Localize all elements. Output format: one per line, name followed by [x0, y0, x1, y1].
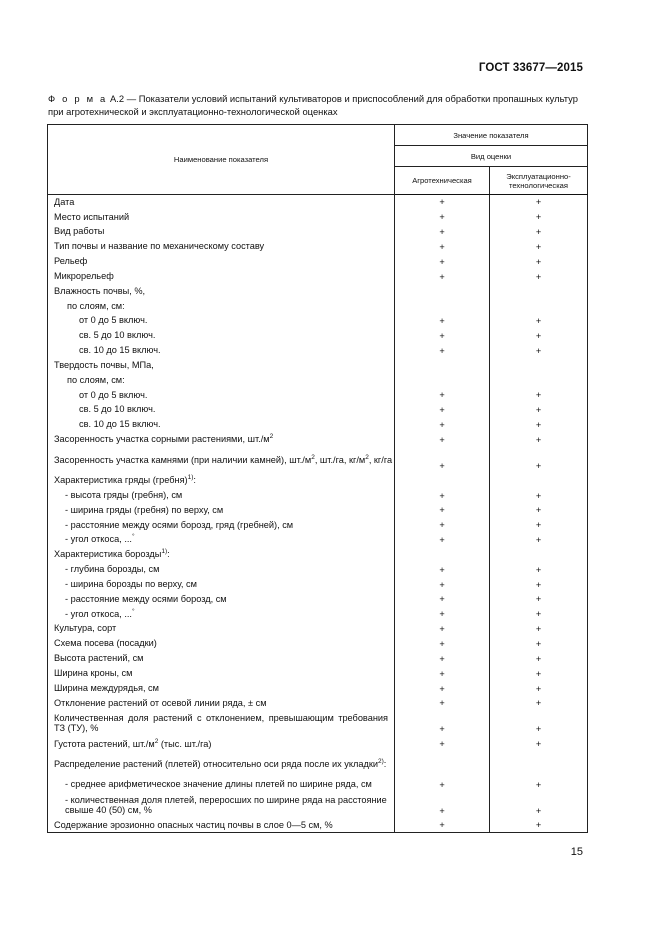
indicator-text: св. 5 до 10 включ. — [79, 330, 156, 341]
footnote-mark: ° — [132, 607, 135, 615]
operational-value — [490, 751, 588, 777]
operational-value: + — [490, 696, 588, 711]
indicator-text: Густота растений, шт./м — [54, 738, 155, 749]
standard-number: ГОСТ 33677—2015 — [478, 62, 583, 74]
table-row — [48, 736, 588, 751]
agrotechnical-value: + — [395, 577, 490, 592]
indicator-text: св. 10 до 15 включ. — [79, 345, 161, 356]
operational-value: + — [490, 592, 588, 607]
indicator-text: Отклонение растений от осевой линии ряда, ± см — [54, 697, 267, 708]
table-row — [48, 358, 588, 373]
footnote-mark: 2) — [378, 757, 384, 765]
indicator-name — [48, 328, 395, 343]
operational-value: + — [490, 710, 588, 736]
operational-value: + — [490, 606, 588, 621]
indicator-text: : — [167, 549, 170, 560]
caption-label: А.2 — [110, 93, 125, 104]
indicator-text: Характеристика гряды (гребня) — [54, 475, 188, 486]
indicator-name — [48, 666, 395, 681]
agrotechnical-value: + — [395, 488, 490, 503]
footnote-mark: 2 — [154, 737, 159, 745]
table-row — [48, 517, 588, 532]
table-row — [48, 254, 588, 269]
indicator-text: Влажность почвы, %, — [54, 285, 146, 296]
agrotechnical-value: + — [395, 224, 490, 239]
indicator-name — [48, 710, 395, 736]
operational-value: + — [490, 239, 588, 254]
table-row — [48, 666, 588, 681]
indicator-text: , шт./га, кг/м — [314, 454, 366, 465]
agrotechnical-value: + — [395, 606, 490, 621]
table-row — [48, 209, 588, 224]
agrotechnical-value: + — [395, 417, 490, 432]
agrotechnical-value: + — [395, 269, 490, 284]
indicator-text: Микрорельеф — [54, 270, 114, 281]
agrotechnical-value: + — [395, 636, 490, 651]
indicator-name — [48, 547, 395, 562]
table-row — [48, 710, 588, 736]
operational-value: + — [490, 224, 588, 239]
indicator-name — [48, 792, 395, 818]
indicator-text: - угол откоса, ... — [65, 608, 132, 619]
operational-value: + — [490, 417, 588, 432]
indicator-text: - расстояние между осями борозд, гряд (гребней), см — [65, 519, 294, 530]
indicator-name — [48, 696, 395, 711]
table-row — [48, 313, 588, 328]
agrotechnical-value: + — [395, 777, 490, 792]
table-row — [48, 751, 588, 777]
indicator-name — [48, 224, 395, 239]
form-caption — [48, 93, 586, 118]
indicator-name — [48, 473, 395, 488]
indicator-text: Дата — [54, 196, 75, 207]
indicator-name — [48, 239, 395, 254]
operational-value: + — [490, 488, 588, 503]
header-indicator-name: Наименование показателя — [48, 125, 395, 195]
indicator-name — [48, 751, 395, 777]
operational-value — [490, 547, 588, 562]
table-row — [48, 488, 588, 503]
footnote-mark: ° — [132, 533, 135, 541]
operational-value: + — [490, 777, 588, 792]
indicator-name — [48, 298, 395, 313]
table-row — [48, 402, 588, 417]
indicator-text: по слоям, см: — [67, 374, 125, 385]
agrotechnical-value: + — [395, 592, 490, 607]
agrotechnical-value: + — [395, 562, 490, 577]
indicator-name — [48, 651, 395, 666]
agrotechnical-value: + — [395, 432, 490, 447]
footnote-mark: 2 — [311, 453, 315, 461]
table-row — [48, 818, 588, 833]
agrotechnical-value — [395, 547, 490, 562]
page-number: 15 — [570, 846, 583, 858]
table-row — [48, 532, 588, 547]
agrotechnical-value — [395, 284, 490, 299]
table-row — [48, 792, 588, 818]
operational-value: + — [490, 651, 588, 666]
indicator-name — [48, 269, 395, 284]
table-row — [48, 195, 588, 210]
agrotechnical-value: + — [395, 343, 490, 358]
agrotechnical-value: + — [395, 387, 490, 402]
agrotechnical-value: + — [395, 621, 490, 636]
table-row — [48, 373, 588, 388]
agrotechnical-value: + — [395, 503, 490, 518]
table-row — [48, 417, 588, 432]
indicator-text: - высота гряды (гребня), см — [65, 489, 183, 500]
indicator-name — [48, 621, 395, 636]
operational-value: + — [490, 532, 588, 547]
indicator-text: Распределение растений (плетей) относительно оси ряда после их укладки — [54, 758, 378, 769]
operational-value: + — [490, 666, 588, 681]
header-agrotechnical: Агротехническая — [395, 167, 490, 195]
operational-value — [490, 473, 588, 488]
table-row — [48, 681, 588, 696]
indicator-name — [48, 432, 395, 447]
agrotechnical-value: + — [395, 681, 490, 696]
header-evaluation-type: Вид оценки — [395, 146, 588, 167]
indicator-name — [48, 343, 395, 358]
operational-value: + — [490, 447, 588, 473]
agrotechnical-value — [395, 298, 490, 313]
table-row — [48, 284, 588, 299]
indicator-text: Засоренность участка камнями (при наличии камней), шт./м — [54, 454, 312, 465]
indicator-name — [48, 517, 395, 532]
indicator-name — [48, 818, 395, 833]
indicator-text: : — [383, 758, 387, 769]
indicator-name — [48, 636, 395, 651]
operational-value: + — [490, 503, 588, 518]
indicator-name — [48, 358, 395, 373]
indicator-text: Вид работы — [54, 226, 105, 237]
table-row — [48, 269, 588, 284]
table-row — [48, 328, 588, 343]
operational-value: + — [490, 432, 588, 447]
indicator-text: Количественная доля растений с отклонением, превышающим требования ТЗ (ТУ), % — [54, 712, 388, 734]
operational-value: + — [490, 402, 588, 417]
indicator-name — [48, 532, 395, 547]
operational-value: + — [490, 328, 588, 343]
agrotechnical-value: + — [395, 239, 490, 254]
indicator-name — [48, 503, 395, 518]
indicator-text: по слоям, см: — [67, 300, 125, 311]
operational-value: + — [490, 818, 588, 833]
agrotechnical-value — [395, 473, 490, 488]
indicator-text: Тип почвы и название по механическому составу — [54, 241, 265, 252]
agrotechnical-value: + — [395, 666, 490, 681]
indicator-text: : — [193, 475, 196, 486]
operational-value — [490, 358, 588, 373]
indicator-name — [48, 681, 395, 696]
indicator-name — [48, 488, 395, 503]
indicator-name — [48, 417, 395, 432]
indicator-name — [48, 209, 395, 224]
table-row — [48, 777, 588, 792]
indicators-table — [47, 124, 588, 833]
agrotechnical-value: + — [395, 651, 490, 666]
indicator-text: Ширина кроны, см — [54, 667, 133, 678]
operational-value: + — [490, 577, 588, 592]
indicator-text: Ширина междурядья, см — [54, 682, 159, 693]
indicator-text: - ширина борозды по верху, см — [65, 578, 197, 589]
indicator-text: Высота растений, см — [54, 653, 144, 664]
indicator-name — [48, 606, 395, 621]
agrotechnical-value — [395, 373, 490, 388]
indicator-text: Схема посева (посадки) — [54, 638, 157, 649]
indicator-text: от 0 до 5 включ. — [79, 389, 148, 400]
agrotechnical-value: + — [395, 517, 490, 532]
indicator-name — [48, 254, 395, 269]
table-row — [48, 343, 588, 358]
operational-value: + — [490, 736, 588, 751]
operational-value: + — [490, 681, 588, 696]
indicator-name — [48, 313, 395, 328]
header-operational: Эксплуатационно-технологическая — [490, 167, 588, 195]
indicator-text: св. 5 до 10 включ. — [79, 404, 156, 415]
caption-text: — Показатели условий испытаний культиваторов и приспособлений для обработки пропашных культур при агротехнической и эксплуатационно-технологической оценках — [48, 93, 578, 117]
operational-value: + — [490, 792, 588, 818]
footnote-mark: 2 — [365, 453, 369, 461]
indicator-text: Культура, сорт — [54, 623, 117, 634]
agrotechnical-value: + — [395, 696, 490, 711]
agrotechnical-value: + — [395, 254, 490, 269]
footnote-mark: 1) — [161, 548, 168, 556]
caption-prefix: Ф о р м а — [48, 93, 108, 104]
indicator-name — [48, 284, 395, 299]
table-row — [48, 621, 588, 636]
indicator-name — [48, 195, 395, 210]
agrotechnical-value: + — [395, 195, 490, 210]
indicator-text: Содержание эрозионно опасных частиц почвы в слое 0—5 см, % — [54, 819, 333, 830]
table-row — [48, 636, 588, 651]
table-row — [48, 239, 588, 254]
indicator-text: Рельеф — [54, 256, 88, 267]
indicator-name — [48, 736, 395, 751]
indicator-name — [48, 387, 395, 402]
indicator-name — [48, 402, 395, 417]
indicator-text: - угол откоса, ... — [65, 534, 132, 545]
operational-value: + — [490, 269, 588, 284]
table-row — [48, 606, 588, 621]
indicator-text: - расстояние между осями борозд, см — [65, 593, 227, 604]
table-row — [48, 592, 588, 607]
table-row — [48, 696, 588, 711]
operational-value: + — [490, 343, 588, 358]
indicator-name — [48, 447, 395, 473]
indicator-text: , кг/га — [368, 454, 393, 465]
footnote-mark: 1) — [187, 473, 194, 481]
table-row — [48, 562, 588, 577]
indicator-text: Засоренность участка сорными растениями, шт./м — [54, 434, 270, 445]
table-row — [48, 651, 588, 666]
indicator-text: - глубина борозды, см — [65, 564, 160, 575]
operational-value — [490, 298, 588, 313]
table-row — [48, 577, 588, 592]
operational-value: + — [490, 209, 588, 224]
table-row — [48, 547, 588, 562]
operational-value: + — [490, 562, 588, 577]
operational-value — [490, 373, 588, 388]
table-row — [48, 447, 588, 473]
operational-value — [490, 284, 588, 299]
agrotechnical-value: + — [395, 736, 490, 751]
agrotechnical-value: + — [395, 328, 490, 343]
table-row — [48, 503, 588, 518]
indicator-text: Характеристика борозды — [54, 549, 162, 560]
table-row — [48, 387, 588, 402]
indicator-text: - количественная доля плетей, переросших по ширине ряда на расстояние свыше 40 (50) см, % — [65, 794, 387, 816]
agrotechnical-value: + — [395, 447, 490, 473]
agrotechnical-value: + — [395, 710, 490, 736]
agrotechnical-value: + — [395, 792, 490, 818]
operational-value: + — [490, 517, 588, 532]
agrotechnical-value — [395, 358, 490, 373]
indicator-text: от 0 до 5 включ. — [79, 315, 148, 326]
agrotechnical-value: + — [395, 818, 490, 833]
agrotechnical-value: + — [395, 313, 490, 328]
indicator-text: - среднее арифметическое значение длины плетей по ширине ряда, см — [65, 779, 372, 790]
indicator-text: Твердость почвы, МПа, — [54, 359, 154, 370]
operational-value: + — [490, 195, 588, 210]
indicator-name — [48, 373, 395, 388]
indicator-name — [48, 777, 395, 792]
agrotechnical-value: + — [395, 209, 490, 224]
operational-value: + — [490, 254, 588, 269]
table-row — [48, 298, 588, 313]
agrotechnical-value: + — [395, 532, 490, 547]
table-row — [48, 473, 588, 488]
operational-value: + — [490, 636, 588, 651]
indicator-text: (тыс. шт./га) — [158, 738, 212, 749]
indicator-name — [48, 577, 395, 592]
indicator-name — [48, 562, 395, 577]
indicator-text: - ширина гряды (гребня) по верху, см — [65, 504, 224, 515]
table-row — [48, 432, 588, 447]
table-row — [48, 224, 588, 239]
agrotechnical-value: + — [395, 402, 490, 417]
indicator-text: св. 10 до 15 включ. — [79, 419, 161, 430]
header-indicator-value: Значение показателя — [395, 125, 588, 146]
indicator-name — [48, 592, 395, 607]
operational-value: + — [490, 621, 588, 636]
footnote-mark: 2 — [269, 433, 274, 441]
agrotechnical-value — [395, 751, 490, 777]
operational-value: + — [490, 387, 588, 402]
indicator-text: Место испытаний — [54, 211, 130, 222]
operational-value: + — [490, 313, 588, 328]
